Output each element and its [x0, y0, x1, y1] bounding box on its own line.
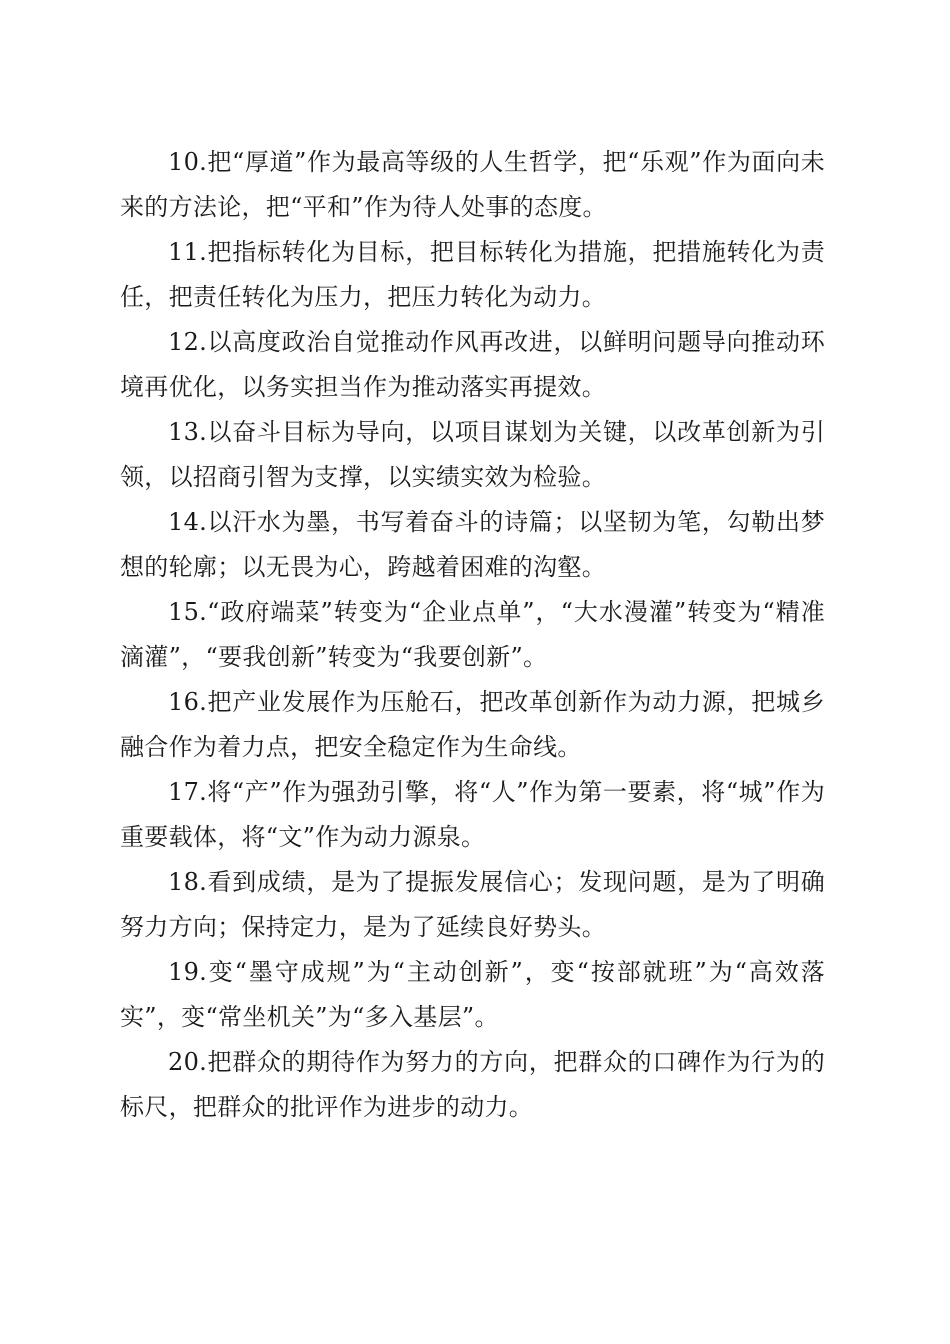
- list-item-11: 11.把指标转化为目标，把目标转化为措施，把措施转化为责任，把责任转化为压力，把压力转化为动力。: [120, 238, 825, 311]
- list-item-18: 18.看到成绩，是为了提振发展信心；发现问题，是为了明确努力方向；保持定力，是为了延续良好势头。: [120, 868, 825, 941]
- list-item-14: 14.以汗水为墨，书写着奋斗的诗篇；以坚韧为笔，勾勒出梦想的轮廓；以无畏为心，跨越着困难的沟壑。: [120, 508, 825, 581]
- list-item-12: 12.以高度政治自觉推动作风再改进，以鲜明问题导向推动环境再优化，以务实担当作为推动落实再提效。: [120, 328, 825, 401]
- list-item-15: 15.“政府端菜”转变为“企业点单”，“大水漫灌”转变为“精准滴灌”，“要我创新”转变为“我要创新”。: [120, 598, 825, 671]
- list-item-10: 10.把“厚道”作为最高等级的人生哲学，把“乐观”作为面向未来的方法论，把“平和”作为待人处事的态度。: [120, 148, 825, 221]
- list-item-13: 13.以奋斗目标为导向，以项目谋划为关键，以改革创新为引领，以招商引智为支撑，以实绩实效为检验。: [120, 418, 825, 491]
- list-item-20: 20.把群众的期待作为努力的方向，把群众的口碑作为行为的标尺，把群众的批评作为进步的动力。: [120, 1048, 825, 1121]
- list-item-17: 17.将“产”作为强劲引擎，将“人”作为第一要素，将“城”作为重要载体，将“文”作为动力源泉。: [120, 778, 825, 851]
- list-item-19: 19.变“墨守成规”为“主动创新”，变“按部就班”为“高效落实”，变“常坐机关”为“多入基层”。: [120, 958, 825, 1031]
- list-item-16: 16.把产业发展作为压舱石，把改革创新作为动力源，把城乡融合作为着力点，把安全稳定作为生命线。: [120, 688, 825, 761]
- document-body: [120, 140, 825, 1130]
